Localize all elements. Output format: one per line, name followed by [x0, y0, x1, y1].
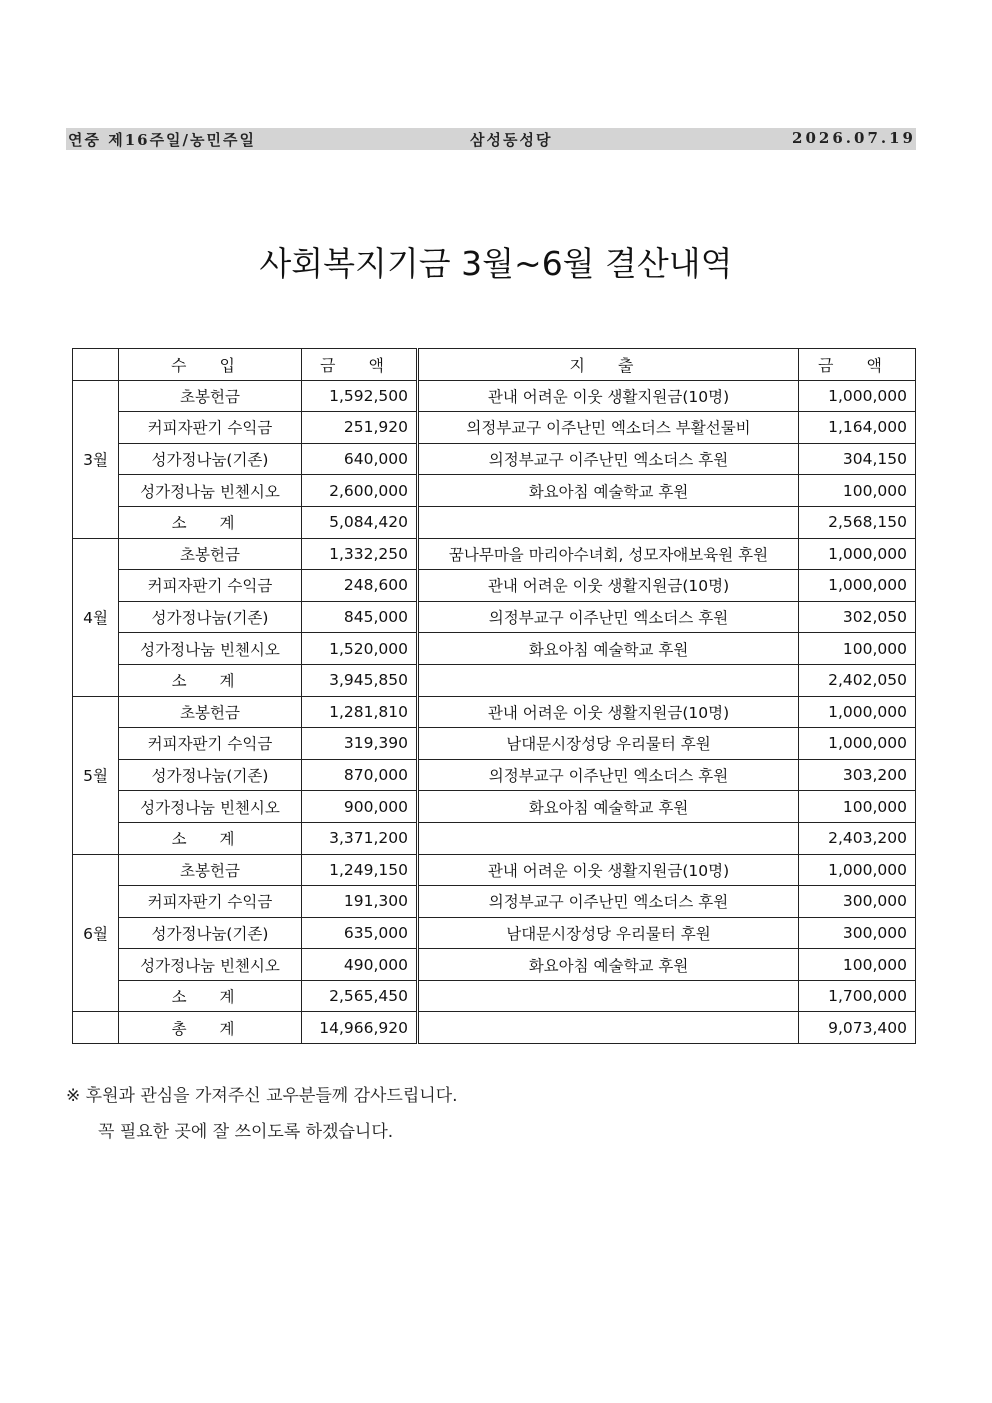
table-row	[73, 791, 916, 823]
subtotal-row	[73, 506, 916, 538]
page-title: 사회복지기금 3월~6월 결산내역	[259, 244, 733, 283]
income-amount-cell: 2,600,000	[302, 475, 418, 507]
income-amount-cell: 640,000	[302, 443, 418, 475]
subtotal-label: 소 계	[119, 980, 302, 1012]
subtotal-income: 5,084,420	[302, 506, 418, 538]
income-amount-cell: 1,520,000	[302, 633, 418, 665]
income-cell: 성가정나눔 빈첸시오	[119, 475, 302, 507]
month-label: 4월	[73, 538, 119, 696]
income-cell: 성가정나눔(기존)	[119, 917, 302, 949]
expense-cell: 관내 어려운 이웃 생활지원금(10명)	[418, 854, 799, 886]
expense-amount-cell: 100,000	[799, 633, 916, 665]
income-cell: 성가정나눔 빈첸시오	[119, 949, 302, 981]
subtotal-label: 소 계	[119, 822, 302, 854]
expense-amount-cell: 1,000,000	[799, 570, 916, 602]
subtotal-row	[73, 980, 916, 1012]
expense-cell: 꿈나무마을 마리아수녀회, 성모자애보육원 후원	[418, 538, 799, 570]
grand-total-expense-desc	[418, 1012, 799, 1044]
subtotal-expense-desc	[418, 822, 799, 854]
income-cell: 초봉헌금	[119, 854, 302, 886]
expense-amount-cell: 1,000,000	[799, 696, 916, 728]
income-cell: 초봉헌금	[119, 380, 302, 412]
expense-amount-cell: 100,000	[799, 791, 916, 823]
table-row	[73, 380, 916, 412]
month-column-header	[73, 349, 119, 381]
subtotal-income: 3,945,850	[302, 664, 418, 696]
parish-name: 삼성동성당	[470, 131, 553, 149]
income-cell: 커피자판기 수익금	[119, 728, 302, 760]
expense-cell: 의정부교구 이주난민 엑소더스 후원	[418, 759, 799, 791]
income-cell: 성가정나눔(기존)	[119, 601, 302, 633]
table-row	[73, 917, 916, 949]
subtotal-expense: 2,568,150	[799, 506, 916, 538]
table-row	[73, 696, 916, 728]
expense-amount-cell: 1,000,000	[799, 728, 916, 760]
expense-amount-cell: 1,000,000	[799, 538, 916, 570]
expense-cell: 남대문시장성당 우리물터 후원	[418, 917, 799, 949]
income-amount-column-header: 금 액	[302, 349, 418, 381]
table-row	[73, 601, 916, 633]
expense-column-header: 지 출	[418, 349, 799, 381]
settlement-table	[72, 348, 916, 1044]
grand-total-income: 14,966,920	[302, 1012, 418, 1044]
expense-amount-cell: 100,000	[799, 949, 916, 981]
expense-cell: 화요아침 예술학교 후원	[418, 791, 799, 823]
expense-amount-cell: 1,000,000	[799, 380, 916, 412]
income-cell: 성가정나눔(기존)	[119, 443, 302, 475]
expense-cell: 화요아침 예술학교 후원	[418, 949, 799, 981]
income-cell: 성가정나눔(기존)	[119, 759, 302, 791]
expense-cell: 의정부교구 이주난민 엑소더스 후원	[418, 601, 799, 633]
income-amount-cell: 900,000	[302, 791, 418, 823]
income-amount-cell: 1,592,500	[302, 380, 418, 412]
table-row	[73, 570, 916, 602]
grand-total-label: 총 계	[119, 1012, 302, 1044]
expense-amount-cell: 300,000	[799, 886, 916, 918]
table-row	[73, 759, 916, 791]
income-cell: 커피자판기 수익금	[119, 886, 302, 918]
table-row	[73, 854, 916, 886]
income-amount-cell: 248,600	[302, 570, 418, 602]
thanks-note	[66, 1078, 458, 1150]
table-row	[73, 728, 916, 760]
income-amount-cell: 191,300	[302, 886, 418, 918]
income-cell: 성가정나눔 빈첸시오	[119, 633, 302, 665]
subtotal-expense-desc	[418, 506, 799, 538]
expense-cell: 남대문시장성당 우리물터 후원	[418, 728, 799, 760]
income-cell: 초봉헌금	[119, 696, 302, 728]
grand-total-spacer	[73, 1012, 119, 1044]
expense-cell: 관내 어려운 이웃 생활지원금(10명)	[418, 380, 799, 412]
subtotal-income: 3,371,200	[302, 822, 418, 854]
subtotal-expense: 1,700,000	[799, 980, 916, 1012]
income-amount-cell: 845,000	[302, 601, 418, 633]
expense-amount-cell: 100,000	[799, 475, 916, 507]
table-row	[73, 475, 916, 507]
month-label: 5월	[73, 696, 119, 854]
expense-amount-cell: 303,200	[799, 759, 916, 791]
month-label: 3월	[73, 380, 119, 538]
income-amount-cell: 1,281,810	[302, 696, 418, 728]
expense-amount-column-header: 금 액	[799, 349, 916, 381]
income-cell: 초봉헌금	[119, 538, 302, 570]
income-amount-cell: 490,000	[302, 949, 418, 981]
subtotal-label: 소 계	[119, 664, 302, 696]
table-row	[73, 949, 916, 981]
subtotal-row	[73, 664, 916, 696]
thanks-note-line2: 꼭 필요한 곳에 잘 쓰이도록 하겠습니다.	[98, 1122, 394, 1142]
document-date: 2026.07.19	[792, 129, 916, 147]
liturgical-day: 연중 제16주일/농민주일	[68, 131, 256, 149]
expense-cell: 의정부교구 이주난민 엑소더스 후원	[418, 443, 799, 475]
income-amount-cell: 1,332,250	[302, 538, 418, 570]
expense-amount-cell: 1,164,000	[799, 412, 916, 444]
document-header-bar	[66, 128, 916, 150]
expense-cell: 화요아침 예술학교 후원	[418, 475, 799, 507]
income-column-header: 수 입	[119, 349, 302, 381]
subtotal-expense: 2,402,050	[799, 664, 916, 696]
subtotal-expense-desc	[418, 980, 799, 1012]
expense-amount-cell: 300,000	[799, 917, 916, 949]
expense-cell: 화요아침 예술학교 후원	[418, 633, 799, 665]
expense-cell: 의정부교구 이주난민 엑소더스 부활선물비	[418, 412, 799, 444]
grand-total-expense: 9,073,400	[799, 1012, 916, 1044]
subtotal-label: 소 계	[119, 506, 302, 538]
expense-amount-cell: 302,050	[799, 601, 916, 633]
expense-cell: 의정부교구 이주난민 엑소더스 후원	[418, 886, 799, 918]
table-row	[73, 443, 916, 475]
income-cell: 커피자판기 수익금	[119, 412, 302, 444]
expense-amount-cell: 1,000,000	[799, 854, 916, 886]
grand-total-row	[73, 1012, 916, 1044]
table-row	[73, 538, 916, 570]
subtotal-expense-desc	[418, 664, 799, 696]
income-amount-cell: 870,000	[302, 759, 418, 791]
thanks-note-line1: ※ 후원과 관심을 가져주신 교우분들께 감사드립니다.	[66, 1086, 458, 1106]
subtotal-row	[73, 822, 916, 854]
table-row	[73, 412, 916, 444]
income-cell: 성가정나눔 빈첸시오	[119, 791, 302, 823]
income-amount-cell: 319,390	[302, 728, 418, 760]
subtotal-expense: 2,403,200	[799, 822, 916, 854]
table-row	[73, 633, 916, 665]
table-body	[73, 380, 916, 1012]
income-cell: 커피자판기 수익금	[119, 570, 302, 602]
expense-cell: 관내 어려운 이웃 생활지원금(10명)	[418, 570, 799, 602]
table-row	[73, 886, 916, 918]
subtotal-income: 2,565,450	[302, 980, 418, 1012]
income-amount-cell: 251,920	[302, 412, 418, 444]
income-amount-cell: 635,000	[302, 917, 418, 949]
month-label: 6월	[73, 854, 119, 1012]
table-header-row	[73, 349, 916, 381]
income-amount-cell: 1,249,150	[302, 854, 418, 886]
expense-amount-cell: 304,150	[799, 443, 916, 475]
expense-cell: 관내 어려운 이웃 생활지원금(10명)	[418, 696, 799, 728]
